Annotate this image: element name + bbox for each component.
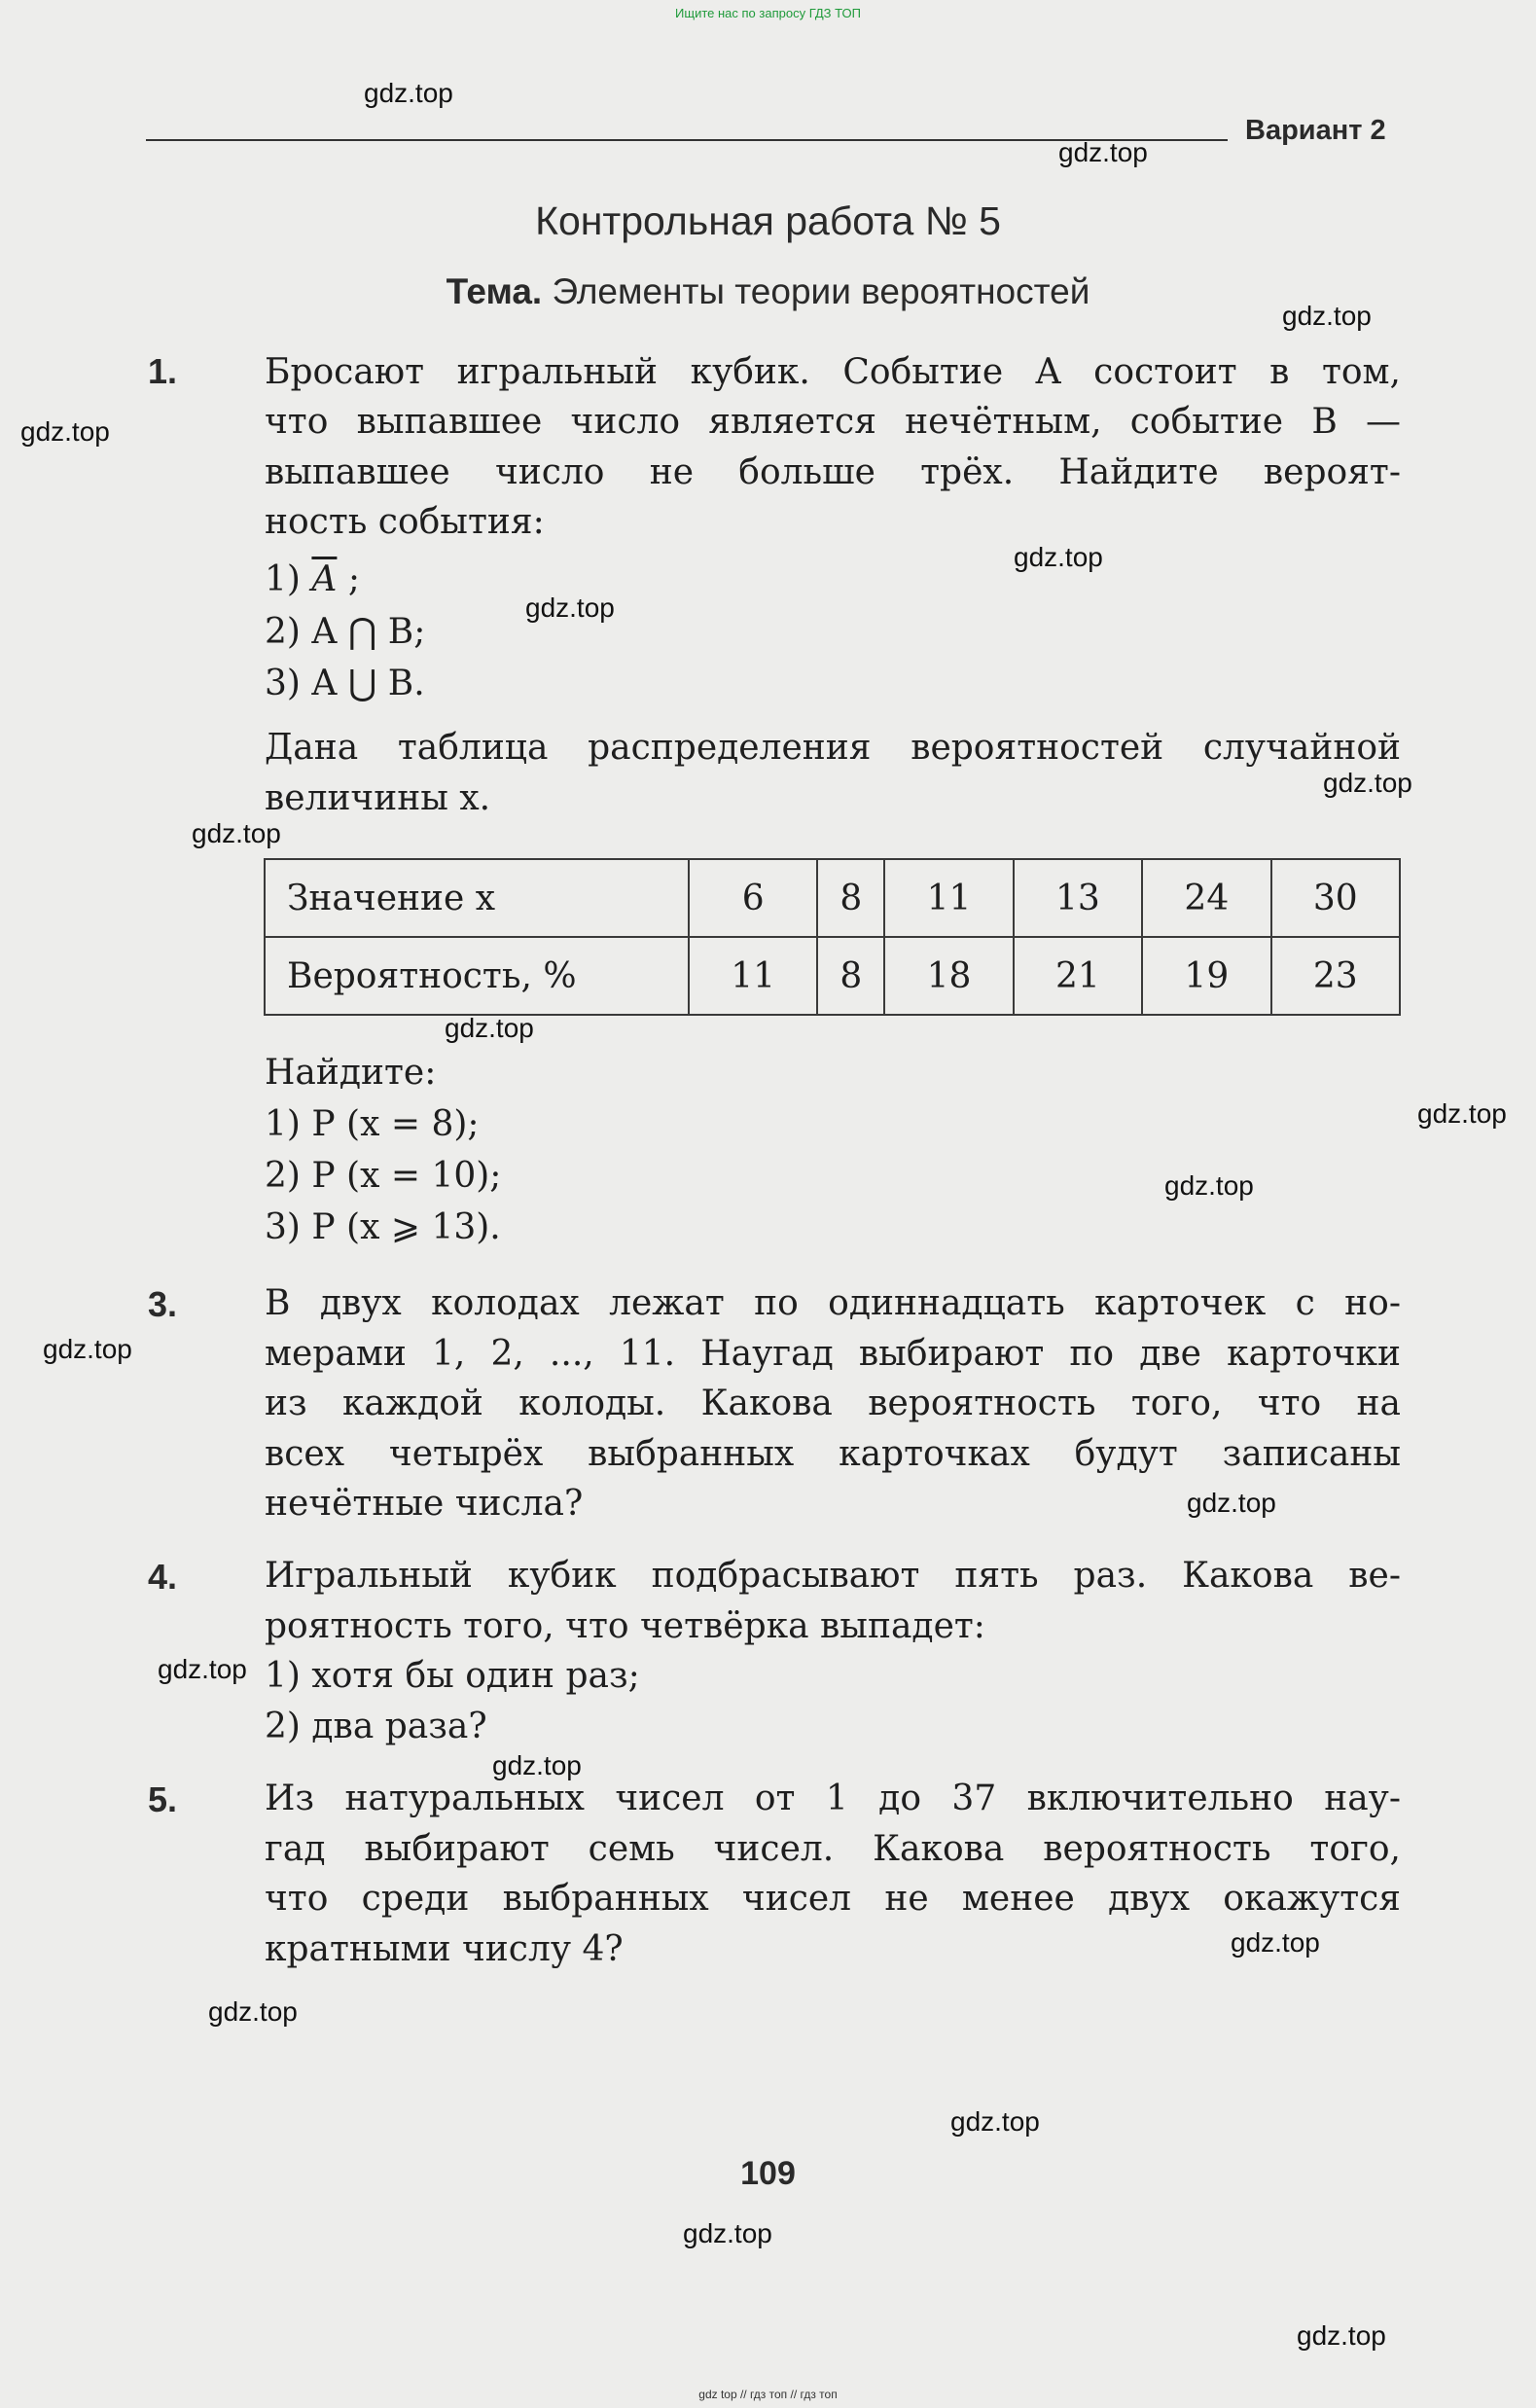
table-cell: 8	[817, 937, 884, 1015]
table-cell: 23	[1271, 937, 1400, 1015]
watermark: gdz.top	[1014, 542, 1103, 572]
table-cell: 21	[1014, 937, 1142, 1015]
task-1-number: 1.	[148, 351, 178, 391]
task-3-line: В двух колодах лежат по одиннадцать карточек с но-	[265, 1283, 1401, 1323]
row-header: Вероятность, %	[265, 937, 689, 1015]
table-cell: 18	[884, 937, 1013, 1015]
task-4-line: Игральный кубик подбрасывают пять раз. Какова ве-	[265, 1556, 1401, 1596]
watermark: gdz.top	[445, 1013, 534, 1043]
complement-event-A: $\overline{A}$	[311, 559, 338, 599]
watermark: gdz.top	[364, 78, 453, 108]
watermark: gdz.top	[158, 1654, 247, 1684]
table-cell: 24	[1142, 859, 1270, 937]
task-2-item-2: 2) P (x = 10);	[265, 1156, 502, 1196]
page-number: 109	[740, 2155, 796, 2192]
task-4-item-1: 1) хотя бы один раз;	[265, 1656, 640, 1696]
task-2-item-1: 1) P (x = 8);	[265, 1104, 480, 1144]
topic-label: Тема.	[446, 271, 543, 311]
watermark: gdz.top	[192, 818, 281, 848]
page-title: Контрольная работа № 5	[535, 198, 1001, 243]
task-5-line: Из натуральных чисел от 1 до 37 включительно нау-	[265, 1779, 1401, 1818]
task-1-item-1: 1) $\overline{A}$ ;	[265, 559, 360, 599]
task-2-find: Найдите:	[265, 1053, 437, 1093]
task-5-number: 5.	[148, 1779, 178, 1819]
topic-text: Элементы теории вероятностей	[552, 271, 1090, 311]
watermark: gdz.top	[1297, 2320, 1386, 2351]
task-5-line: что среди выбранных чисел не менее двух окажутся	[265, 1879, 1401, 1919]
task-1-item-3: 3) A ⋃ B.	[265, 664, 425, 703]
task-4-item-2: 2) два раза?	[265, 1707, 487, 1746]
table-cell: 8	[817, 859, 884, 937]
task-2-line: Дана таблица распределения вероятностей случайной	[265, 728, 1401, 768]
task-4-line: роятность того, что четвёрка выпадет:	[265, 1606, 985, 1646]
task-4-number: 4.	[148, 1557, 178, 1597]
task-5-line: кратными числу 4?	[265, 1929, 624, 1969]
task-3-line: мерами 1, 2, ..., 11. Наугад выбирают по две карточки	[265, 1334, 1401, 1374]
watermark: gdz.top	[1164, 1170, 1254, 1201]
table-cell: 19	[1142, 937, 1270, 1015]
watermark: gdz.top	[1282, 301, 1372, 331]
task-3-line: из каждой колоды. Какова вероятность того, что на	[265, 1384, 1401, 1423]
watermark: gdz.top	[1058, 137, 1148, 167]
table-cell: 30	[1271, 859, 1400, 937]
watermark: gdz.top	[1323, 768, 1412, 798]
watermark: gdz.top	[43, 1334, 132, 1364]
task-1-item-2: 2) A ⋂ B;	[265, 612, 426, 652]
table-cell: 11	[689, 937, 817, 1015]
bottom-banner[interactable]: gdz top // гдз топ // гдз топ	[698, 2388, 838, 2401]
table-cell: 13	[1014, 859, 1142, 937]
task-2-item-3: 3) P (x ⩾ 13).	[265, 1207, 501, 1247]
table-cell: 6	[689, 859, 817, 937]
watermark: gdz.top	[950, 2106, 1040, 2137]
watermark: gdz.top	[525, 593, 615, 623]
table-cell: 11	[884, 859, 1013, 937]
watermark: gdz.top	[1417, 1098, 1507, 1129]
distribution-table	[264, 858, 1401, 1016]
watermark: gdz.top	[1231, 1927, 1320, 1958]
watermark: gdz.top	[208, 1996, 298, 2027]
task-3-line: нечётные числа?	[265, 1484, 584, 1524]
row-header: Значение x	[265, 859, 689, 937]
watermark: gdz.top	[492, 1750, 582, 1780]
watermark: gdz.top	[683, 2218, 772, 2248]
table-row	[265, 937, 1400, 1015]
task-3-number: 3.	[148, 1284, 178, 1324]
task-1-line: Бросают игральный кубик. Событие A состоит в том,	[265, 352, 1401, 392]
watermark: gdz.top	[1187, 1488, 1276, 1518]
task-5-line: гад выбирают семь чисел. Какова вероятность того,	[265, 1829, 1401, 1869]
task-1-line: выпавшее число не больше трёх. Найдите вероят-	[265, 452, 1401, 492]
task-1-line: что выпавшее число является нечётным, событие B —	[265, 402, 1401, 442]
watermark: gdz.top	[20, 416, 110, 447]
task-2-line: величины x.	[265, 778, 491, 818]
task-3-line: всех четырёх выбранных карточках будут записаны	[265, 1434, 1401, 1474]
task-1-line: ность события:	[265, 502, 545, 542]
variant-label: Вариант 2	[1245, 115, 1386, 146]
top-banner[interactable]: Ищите нас по запросу ГДЗ ТОП	[675, 6, 861, 20]
table-row	[265, 859, 1400, 937]
